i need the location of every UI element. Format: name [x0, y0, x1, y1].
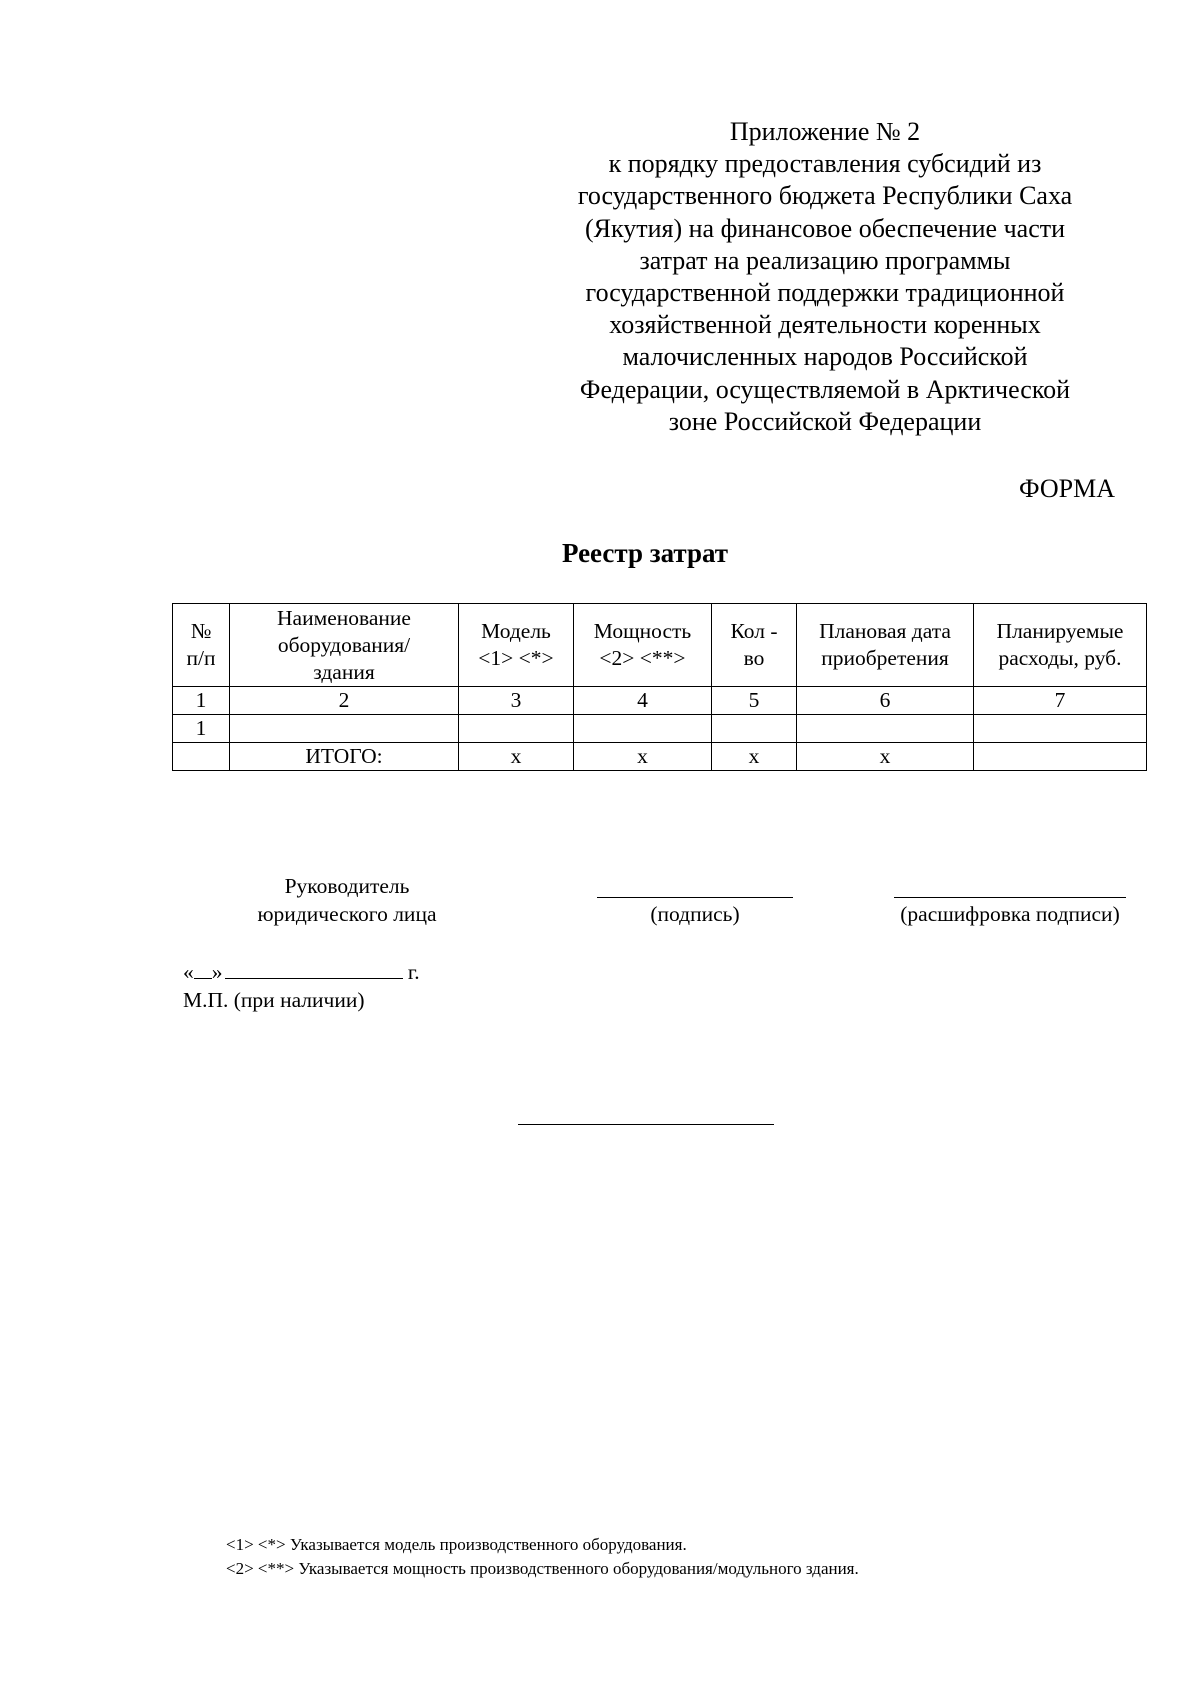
- quote-close: »: [211, 960, 223, 984]
- appendix-line: Приложение № 2: [729, 117, 921, 146]
- table-cell: х: [459, 743, 574, 771]
- appendix-line: зоне Российской Федерации: [668, 406, 982, 436]
- table-cell: [797, 715, 974, 743]
- table-cell: 3: [459, 687, 574, 715]
- header-quantity: Кол - во: [712, 604, 797, 687]
- table-cell: [712, 715, 797, 743]
- footnote-separator: [518, 1124, 774, 1125]
- signatory-role-line: юридического лица: [257, 902, 437, 926]
- quote-open: «: [183, 960, 194, 984]
- signatory-role-line: Руководитель: [284, 874, 410, 898]
- cost-registry-table: [172, 603, 1147, 771]
- table-row: [173, 715, 1147, 743]
- table-cell: [459, 715, 574, 743]
- appendix-line: государственной поддержки традиционной: [585, 278, 1065, 308]
- table-cell: [230, 715, 459, 743]
- day-blank: [194, 960, 212, 979]
- table-cell: 6: [797, 687, 974, 715]
- date-line: [183, 958, 420, 986]
- header-planned-date: Плановая дата приобретения: [797, 604, 974, 687]
- appendix-line: затрат на реализацию программы: [639, 245, 1011, 275]
- appendix-line: Федерации, осуществляемой в Арктической: [579, 374, 1071, 404]
- footnote: <1> <*> Указывается модель производственного оборудования.: [226, 1535, 687, 1554]
- table-cell: 7: [974, 687, 1147, 715]
- signatory-role: [222, 872, 472, 928]
- table-cell: 5: [712, 687, 797, 715]
- table-cell: [173, 743, 230, 771]
- table-cell: х: [574, 743, 712, 771]
- signature-decoding-caption: (расшифровка подписи): [900, 902, 1120, 926]
- document-title: Реестр затрат: [561, 538, 729, 568]
- header-number: № п/п: [173, 604, 230, 687]
- table-total-row: [173, 743, 1147, 771]
- table-cell: [574, 715, 712, 743]
- signature-decoding-line: [894, 897, 1126, 898]
- table-cell: [974, 715, 1147, 743]
- appendix-line: к порядку предоставления субсидий из: [608, 149, 1042, 179]
- table-row: [173, 687, 1147, 715]
- signature-line: [597, 897, 793, 898]
- table-cell: 1: [173, 715, 230, 743]
- footnote: <2> <**> Указывается мощность производственного оборудования/модульного здания.: [226, 1559, 859, 1578]
- table-cell: 2: [230, 687, 459, 715]
- table-cell: х: [712, 743, 797, 771]
- appendix-line: малочисленных народов Российской: [622, 342, 1028, 372]
- year-suffix: г.: [407, 960, 420, 984]
- appendix-line: хозяйственной деятельности коренных: [609, 310, 1041, 340]
- form-label: ФОРМА: [1019, 474, 1115, 503]
- table-cell: х: [797, 743, 974, 771]
- header-planned-costs: Планируемые расходы, руб.: [974, 604, 1147, 687]
- table-cell: [974, 743, 1147, 771]
- appendix-line: (Якутия) на финансовое обеспечение части: [584, 213, 1066, 243]
- header-power: Мощность <2> <**>: [574, 604, 712, 687]
- table-cell: 1: [173, 687, 230, 715]
- table-header-row: [173, 604, 1147, 687]
- signature-caption: (подпись): [650, 902, 740, 926]
- header-model: Модель <1> <*>: [459, 604, 574, 687]
- appendix-header: [545, 116, 1105, 438]
- table-cell: 4: [574, 687, 712, 715]
- stamp-note: М.П. (при наличии): [183, 988, 365, 1012]
- total-label: ИТОГО:: [230, 743, 459, 771]
- appendix-line: государственного бюджета Республики Саха: [577, 181, 1073, 211]
- header-name: Наименование оборудования/ здания: [230, 604, 459, 687]
- month-year-blank: [225, 960, 403, 979]
